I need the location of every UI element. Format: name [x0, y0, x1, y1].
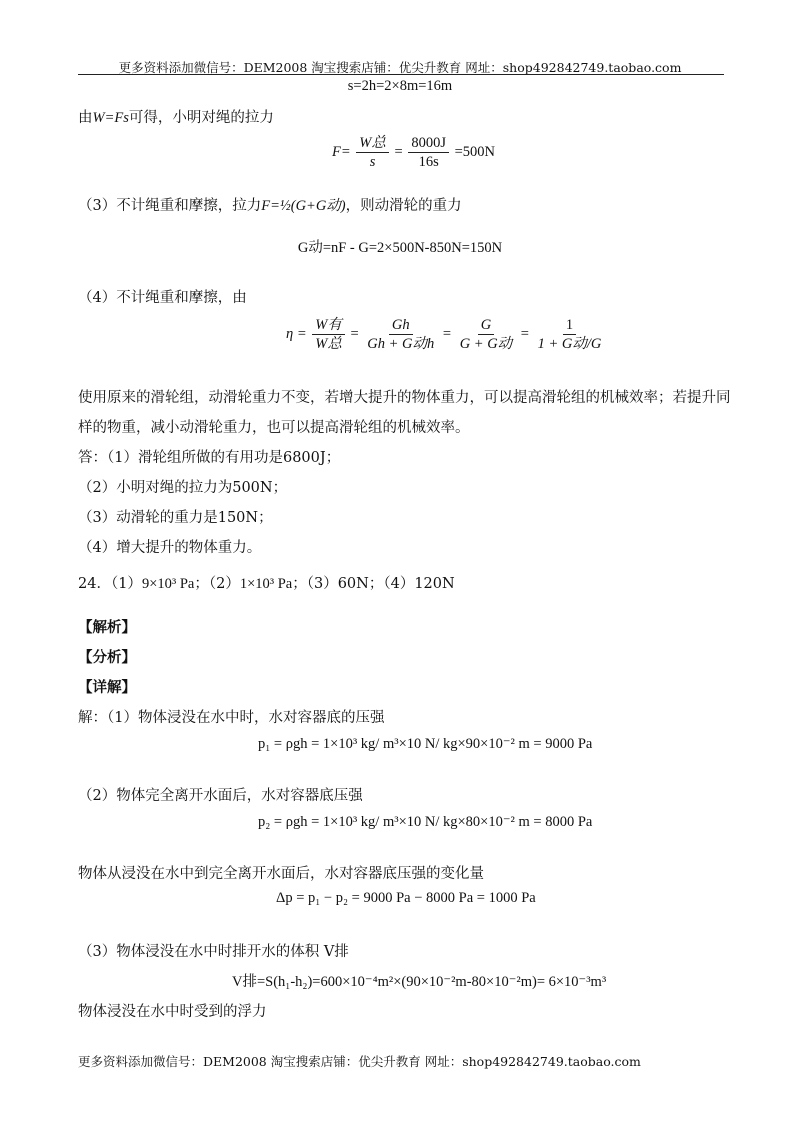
eta-num-4: 1 — [563, 316, 576, 335]
eta-fraction-4 — [535, 316, 605, 353]
page-header: 更多资料添加微信号：DEM2008 淘宝搜索店铺：优尖升教育 网址：shop492842749.taobao.com — [118, 60, 682, 75]
eta-den-4: 1 + G动/G — [537, 336, 602, 352]
f-eq-den-1: s — [369, 154, 376, 170]
part3-suffix: ，则动滑轮的重力 — [345, 198, 462, 214]
part3-prefix: （3）不计绳重和摩擦，拉力 — [78, 198, 262, 214]
answer-2: （2）小明对绳的拉力为500N； — [78, 480, 288, 496]
q24-answer-1: 9×10³ Pa — [141, 576, 195, 592]
eta-num-1: W有 — [312, 316, 345, 335]
q24-answer-2: 1×10³ Pa — [239, 576, 293, 592]
part3-line — [78, 196, 462, 216]
eta-den-3: G + G动 — [459, 336, 513, 352]
efficiency-equation — [286, 316, 606, 353]
solution-part-3: （3）物体浸没在水中时排开水的体积 V排 — [78, 944, 349, 960]
eta-num-3: G — [478, 316, 494, 335]
answer-1: 答：（1）滑轮组所做的有用功是6800J； — [78, 450, 341, 466]
page-footer: 更多资料添加微信号：DEM2008 淘宝搜索店铺：优尖升教育 网址：shop492842749.taobao.com — [78, 1054, 641, 1069]
pressure-change-text: 物体从浸没在水中到完全离开水面后，水对容器底压强的变化量 — [78, 866, 484, 882]
question-24-line — [78, 574, 455, 594]
eta-lhs: η = — [286, 325, 307, 342]
p2-equation: p₂ = ρgh = 1×10³ kg/ m³×10 N/ kg×80×10⁻² m = 8000 Pa — [258, 814, 593, 830]
conclusion-line-2: 样的物重，减小动滑轮重力，也可以提高滑轮组的机械效率。 — [78, 420, 470, 436]
delta-p-equation: Δp = p₁ − p₂ = 9000 Pa − 8000 Pa = 1000 Pa — [276, 890, 536, 906]
w-fs-prefix: 由 — [78, 110, 93, 126]
conclusion-line-1: 使用原来的滑轮组，动滑轮重力不变，若增大提升的物体重力，可以提高滑轮组的机械效率；若提升同 — [78, 390, 731, 406]
f-eq-mid: = — [394, 143, 403, 160]
eta-fraction-3 — [457, 316, 515, 353]
force-equation — [332, 134, 495, 171]
eta-den-1: W总 — [315, 336, 342, 352]
answer-4: （4）增大提升的物体重力。 — [78, 540, 262, 556]
volume-equation: V排=S(h₁-h₂)=600×10⁻⁴m²×(90×10⁻²m-80×10⁻²m)= 6×10⁻³m³ — [232, 974, 607, 990]
f-eq-den-2: 16s — [418, 154, 439, 170]
tag-xiangjie: 【详解】 — [78, 679, 136, 696]
eta-den-2: Gh + G动h — [367, 336, 435, 352]
eq-sign-2: = — [442, 325, 452, 342]
header-divider — [78, 74, 724, 75]
solution-part-1: 解：（1）物体浸没在水中时，水对容器底的压强 — [78, 710, 385, 726]
q24-mid: ；（2） — [194, 576, 240, 592]
q24-number: 24．（1） — [78, 576, 142, 592]
f-eq-fraction-2 — [408, 134, 449, 171]
s-equation: s=2h=2×8m=16m — [347, 78, 453, 94]
f-eq-lhs: F= — [332, 143, 351, 160]
w-fs-suffix: 可得，小明对绳的拉力 — [128, 110, 274, 126]
answer-3: （3）动滑轮的重力是150N； — [78, 510, 273, 526]
w-fs-line — [78, 108, 274, 128]
f-eq-num-2: 8000J — [408, 134, 449, 153]
f-eq-num-1: W总 — [356, 134, 389, 153]
buoyancy-text: 物体浸没在水中时受到的浮力 — [78, 1004, 267, 1020]
eta-fraction-2 — [364, 316, 437, 353]
eta-num-2: Gh — [389, 316, 413, 335]
f-eq-rhs: =500N — [454, 143, 495, 160]
f-eq-fraction-1 — [356, 134, 389, 171]
tag-jiexi: 【解析】 — [78, 619, 136, 636]
solution-part-2: （2）物体完全离开水面后，水对容器底压强 — [78, 788, 363, 804]
w-fs-formula: W=Fs — [92, 110, 129, 126]
eq-sign-1: = — [350, 325, 359, 342]
g-equation: G动=nF - G=2×500N-850N=150N — [297, 240, 503, 256]
tag-fenxi: 【分析】 — [78, 649, 136, 666]
part3-formula: F=½(G+G动) — [261, 198, 346, 214]
part4-line: （4）不计绳重和摩擦，由 — [78, 290, 247, 306]
eq-sign-3: = — [520, 325, 529, 342]
q24-rest: ；（3）60N；（4）120N — [292, 576, 455, 592]
eta-fraction-1 — [312, 316, 345, 353]
p1-equation: p₁ = ρgh = 1×10³ kg/ m³×10 N/ kg×90×10⁻² m = 9000 Pa — [258, 736, 593, 752]
